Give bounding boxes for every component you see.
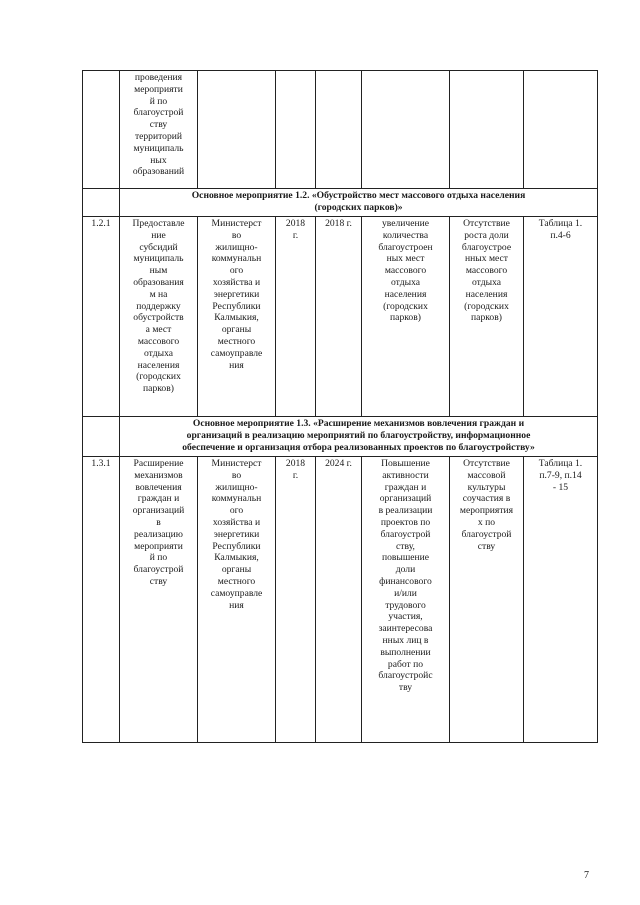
text-line: 2018 xyxy=(285,458,306,469)
text-line: увеличение xyxy=(381,218,430,229)
activity-description xyxy=(120,217,198,417)
text-line: массового xyxy=(465,265,508,277)
text-line: г. xyxy=(292,229,299,241)
program-activities-table xyxy=(82,70,598,743)
text-line: г. xyxy=(292,469,299,481)
text-line: Повышение xyxy=(381,458,430,469)
text-line: Основное мероприятие 1.3. «Расширение механизмов вовлечения граждан и xyxy=(192,418,525,429)
cell-executor xyxy=(198,71,276,189)
text-line: благоустрой xyxy=(133,564,184,576)
text-line: и/или xyxy=(394,587,417,599)
text-line: п.4-6 xyxy=(550,229,571,241)
text-line: заинтересова xyxy=(378,623,433,635)
text-line: механизмов xyxy=(134,469,183,481)
text-line: количества xyxy=(382,229,429,241)
indicator-reference xyxy=(524,457,598,743)
text-line: проведения xyxy=(134,72,183,83)
text-line: мероприяти xyxy=(134,83,183,95)
text-line: Министерст xyxy=(211,458,262,469)
page-number: 7 xyxy=(584,870,589,881)
text-line: Отсутствие xyxy=(463,458,510,469)
text-line: ние xyxy=(151,229,166,241)
non-implementation-consequence xyxy=(450,217,524,417)
text-line: самоуправле xyxy=(210,347,263,359)
text-line: Предоставле xyxy=(132,218,185,229)
text-line: местного xyxy=(217,575,256,587)
text-line: энергетики xyxy=(213,288,260,300)
text-line: благоустроен xyxy=(378,241,433,253)
end-year xyxy=(316,457,362,743)
text-line: й по xyxy=(149,552,168,564)
indicator-reference xyxy=(524,217,598,417)
table-row xyxy=(83,217,598,417)
text-line: отдыха xyxy=(391,276,420,288)
text-line: Таблица 1. xyxy=(538,458,583,469)
text-line: ным xyxy=(149,265,168,277)
text-line: Таблица 1. xyxy=(538,218,583,229)
text-line: муниципаль xyxy=(133,142,184,154)
text-line: хозяйства и xyxy=(212,276,261,288)
text-line: финансового xyxy=(379,575,432,587)
text-line: вовлечения xyxy=(135,481,182,493)
text-line: ных мест xyxy=(386,253,425,265)
text-line: й по xyxy=(149,95,168,107)
end-year xyxy=(316,217,362,417)
cell-description xyxy=(120,71,198,189)
text-line: ния xyxy=(229,359,244,371)
text-line: образований xyxy=(132,166,185,178)
text-line: хозяйства и xyxy=(212,516,261,528)
text-line: отдыха xyxy=(472,276,501,288)
text-line: парков) xyxy=(390,312,421,324)
text-line: ого xyxy=(229,505,244,517)
cell-end xyxy=(316,71,362,189)
text-line: обустройств xyxy=(133,312,184,324)
text-line: поддержку xyxy=(136,300,181,312)
continuation-row xyxy=(83,71,598,189)
text-line: коммунальн xyxy=(211,493,262,505)
text-line: реализацию xyxy=(134,528,183,540)
text-line: (городских парков)» xyxy=(314,202,403,213)
text-line: 2024 г. xyxy=(325,458,352,469)
text-line: выполнении xyxy=(380,646,431,658)
text-line: роста доли xyxy=(464,229,509,241)
text-line: местного xyxy=(217,335,256,347)
responsible-executor xyxy=(198,217,276,417)
text-line: органы xyxy=(221,564,252,576)
text-line: ных xyxy=(150,154,167,166)
text-line: граждан и xyxy=(384,481,427,493)
activity-description xyxy=(120,457,198,743)
text-line: ого xyxy=(229,265,244,277)
text-line: участия, xyxy=(388,611,423,623)
text-line: благоустрой xyxy=(461,528,512,540)
section-title-1-3 xyxy=(120,417,598,457)
text-line: работ по xyxy=(387,658,424,670)
non-implementation-consequence xyxy=(450,457,524,743)
text-line: в xyxy=(156,516,161,528)
text-line: энергетики xyxy=(213,528,260,540)
expected-result xyxy=(362,457,450,743)
text-line: х по xyxy=(477,516,496,528)
text-line: территорий xyxy=(134,130,183,142)
text-line: 2018 xyxy=(285,218,306,229)
text-line: трудового xyxy=(385,599,426,611)
text-line: мероприятия xyxy=(459,505,514,517)
section-title-1-2 xyxy=(120,189,598,217)
start-year xyxy=(276,217,316,417)
text-line: благоустройс xyxy=(378,670,433,682)
text-line: организаций xyxy=(132,505,185,517)
text-line: тву xyxy=(398,682,413,694)
section-heading-row xyxy=(83,189,598,217)
text-line: массового xyxy=(137,335,180,347)
text-line: органы xyxy=(221,324,252,336)
text-line: культуры xyxy=(467,481,506,493)
expected-result xyxy=(362,217,450,417)
text-line: доли xyxy=(395,564,416,576)
text-line: организаций в реализацию мероприятий по благоустройству, информационное xyxy=(186,430,531,441)
text-line: Основное мероприятие 1.2. «Обустройство мест массового отдыха населения xyxy=(191,190,526,201)
text-line: коммунальн xyxy=(211,253,262,265)
text-line: ния xyxy=(229,599,244,611)
text-line: (городских xyxy=(464,300,509,312)
text-line: во xyxy=(231,469,242,481)
text-line: Республики xyxy=(212,540,261,552)
text-line: (городских xyxy=(136,371,181,383)
cell-number xyxy=(83,71,120,189)
text-line: субсидий xyxy=(139,241,178,253)
text-line: парков) xyxy=(143,383,174,395)
start-year xyxy=(276,457,316,743)
text-line: Отсутствие xyxy=(463,218,510,229)
text-line: Калмыкия, xyxy=(214,552,259,564)
row-number: 1.2.1 xyxy=(83,217,120,417)
cell-consequence xyxy=(450,71,524,189)
cell-result xyxy=(362,71,450,189)
text-line: благоустрое xyxy=(461,241,512,253)
text-line: муниципаль xyxy=(133,253,184,265)
text-line: граждан и xyxy=(137,493,180,505)
text-line: (городских xyxy=(383,300,428,312)
text-line: - 15 xyxy=(552,481,569,493)
text-line: во xyxy=(231,229,242,241)
text-line: ству xyxy=(149,119,168,131)
text-line: населения xyxy=(137,359,180,371)
responsible-executor xyxy=(198,457,276,743)
text-line: населения xyxy=(465,288,508,300)
text-line: в реализации xyxy=(378,505,433,517)
cell-start xyxy=(276,71,316,189)
text-line: Калмыкия, xyxy=(214,312,259,324)
text-line: жилищно- xyxy=(215,481,258,493)
cell-reference xyxy=(524,71,598,189)
text-line: массового xyxy=(384,265,427,277)
text-line: нных мест xyxy=(465,253,508,265)
text-line: мероприяти xyxy=(134,540,183,552)
text-line: массовой xyxy=(467,469,506,481)
text-line: ству xyxy=(149,575,168,587)
text-line: соучастия в xyxy=(462,493,511,505)
text-line: м на xyxy=(149,288,168,300)
text-line: проектов по xyxy=(380,516,431,528)
text-line: нных лиц в xyxy=(382,634,429,646)
text-line: повышение xyxy=(381,552,430,564)
text-line: парков) xyxy=(471,312,502,324)
text-line: п.7-9, п.14 xyxy=(539,469,582,481)
text-line: самоуправле xyxy=(210,587,263,599)
text-line: жилищно- xyxy=(215,241,258,253)
text-line: благоустрой xyxy=(380,528,431,540)
text-line: Расширение xyxy=(133,458,184,469)
text-line: ству, xyxy=(396,540,415,552)
text-line: Министерст xyxy=(211,218,262,229)
table-row xyxy=(83,457,598,743)
text-line: образования xyxy=(133,276,184,288)
cell-number xyxy=(83,189,120,217)
text-line: обеспечение и организация отбора реализованных проектов по благоустройству» xyxy=(182,442,535,453)
row-number: 1.3.1 xyxy=(83,457,120,743)
text-line: активности xyxy=(382,469,429,481)
text-line: а мест xyxy=(145,324,172,336)
text-line: Республики xyxy=(212,300,261,312)
section-heading-row xyxy=(83,417,598,457)
text-line: благоустрой xyxy=(133,107,184,119)
text-line: ству xyxy=(477,540,496,552)
cell-number xyxy=(83,417,120,457)
text-line: отдыха xyxy=(144,347,173,359)
text-line: организаций xyxy=(379,493,432,505)
text-line: населения xyxy=(384,288,427,300)
text-line: 2018 г. xyxy=(325,218,352,229)
